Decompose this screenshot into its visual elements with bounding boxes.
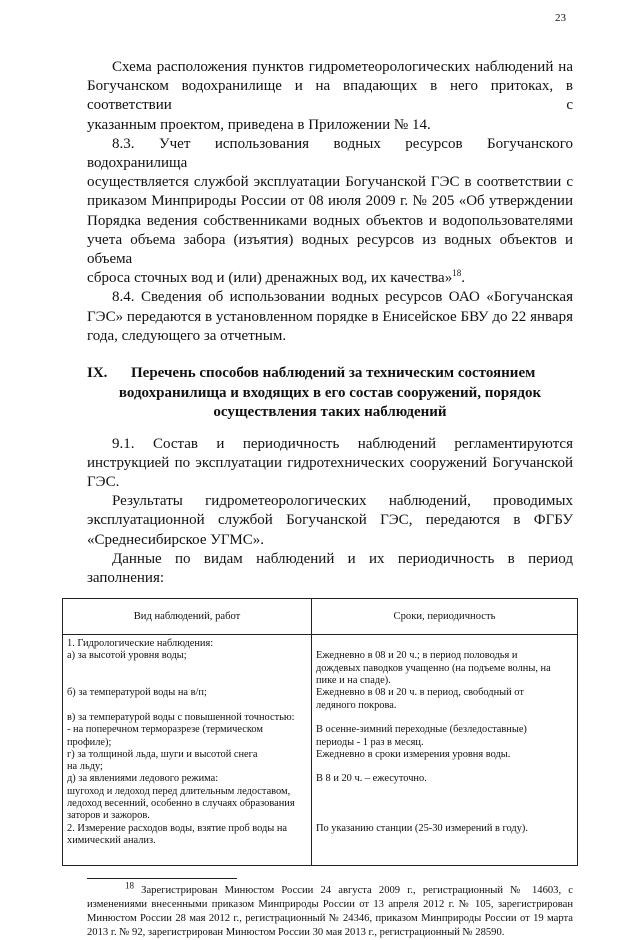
table-line-row	[63, 635, 578, 651]
cell-line-periodicity: Ежедневно в 08 и 20 ч.; в период половодья и	[312, 650, 578, 662]
paragraph-8-3	[87, 135, 573, 289]
cell-line-periodicity: пике и на спаде).	[312, 675, 578, 687]
table-line-row	[63, 798, 578, 810]
heading-line: водохранилища и входящих в его состав сооружений, порядок	[118, 384, 542, 401]
table-line-row	[63, 786, 578, 798]
section-heading	[87, 364, 573, 423]
table-header-row	[63, 599, 578, 635]
cell-line-observation: шугоход и ледоход перед длительным ледоставом,	[63, 786, 312, 798]
cell-line-periodicity	[312, 810, 578, 822]
cell-line-observation: заторов и зажоров.	[63, 810, 312, 822]
page-content	[67, 58, 573, 940]
text-line: ГЭС» передаются в установленном порядке в Енисейское БВУ до 22 января	[87, 308, 573, 325]
text-line: Богучанском водохранилище и на впадающих в него притоках, в соответствии с	[87, 78, 573, 114]
cell-line-observation: в) за температурой воды с повышенной точностью:	[63, 712, 312, 724]
page-number: 23	[555, 12, 566, 24]
text-line: Схема расположения пунктов гидрометеорологических наблюдений на	[112, 59, 573, 75]
text-line: года, следующего за отчетным.	[87, 327, 287, 344]
footnote-marker: 18	[125, 880, 134, 891]
paragraph-results	[87, 492, 573, 550]
text-line: ГЭС.	[87, 473, 120, 490]
cell-line-observation: б) за температурой воды на в/п;	[63, 687, 312, 699]
cell-line-periodicity: Ежедневно в 08 и 20 ч. в период, свободный от	[312, 687, 578, 699]
footnote-divider	[87, 878, 237, 879]
heading-line: Перечень способов наблюдений за техническим состоянием	[131, 365, 536, 382]
paragraph-scheme	[87, 58, 573, 135]
text-line: приказом Минприроды России от 08 июля 2009 г. № 205 «Об утверждении	[87, 193, 573, 210]
text-line: «Среднесибирское УГМС».	[87, 531, 264, 548]
cell-line-observation: д) за явлениями ледового режима:	[63, 773, 312, 785]
text-line: осуществляется службой эксплуатации Богучанской ГЭС в соответствии с	[87, 174, 573, 191]
header-cell: Сроки, периодичность	[312, 599, 578, 635]
table-line-row	[63, 724, 578, 736]
cell-line-observation: ледоход весенний, особенно в случаях образования	[63, 798, 312, 810]
text-line: 8.4. Сведения об использовании водных ресурсов ОАО «Богучанская	[112, 289, 573, 306]
cell-line-observation: г) за толщиной льда, шуги и высотой снега	[63, 749, 312, 761]
cell-line-periodicity	[312, 786, 578, 798]
text-line-end: сброса сточных вод и (или) дренажных вод, их качества»	[87, 270, 453, 287]
cell-line-periodicity	[312, 798, 578, 810]
table-line-row	[63, 737, 578, 749]
cell-line-observation	[63, 675, 312, 687]
cell-line-periodicity	[312, 761, 578, 773]
cell-line-observation	[63, 663, 312, 675]
cell-line-observation: 2. Измерение расходов воды, взятие проб воды на	[63, 823, 312, 835]
cell-line-observation: - на поперечном терморазрезе (термическом	[63, 724, 312, 736]
text-line: 9.1. Состав и периодичность наблюдений регламентируются	[112, 435, 573, 452]
footnote	[87, 880, 573, 940]
paragraph-9-1	[87, 435, 573, 493]
cell-line-periodicity	[312, 635, 578, 651]
header-cell: Вид наблюдений, работ	[63, 599, 312, 635]
table-line-row	[63, 773, 578, 785]
table-line-row	[63, 810, 578, 822]
text-line: Порядка ведения собственниками водных объектов и водопользователями	[87, 212, 573, 229]
table-line-row	[63, 663, 578, 675]
cell-line-periodicity: В 8 и 20 ч. – ежесуточно.	[312, 773, 578, 785]
table-line-row	[63, 712, 578, 724]
text-line: указанным проектом, приведена в Приложении № 14.	[87, 116, 431, 133]
cell-line-periodicity: В осенне-зимний переходные (безледоставные)	[312, 724, 578, 736]
table-line-row	[63, 687, 578, 699]
cell-line-observation: химический анализ.	[63, 835, 312, 866]
paragraph-8-4	[87, 288, 573, 346]
text-line: сброса сточных вод и (или) дренажных вод, их качества»$^{18}$.	[87, 268, 465, 287]
text-line: Результаты гидрометеорологических наблюдений, проводимых	[112, 493, 573, 510]
cell-line-periodicity: По указанию станции (25-30 измерений в году).	[312, 823, 578, 835]
heading-line: осуществления таких наблюдений	[213, 404, 447, 421]
text-line: инструкцией по эксплуатации гидротехнических сооружений Богучанской	[87, 454, 573, 471]
section-number: IX.	[87, 365, 108, 382]
table-line-row	[63, 749, 578, 761]
paragraph-data-intro	[87, 550, 573, 588]
cell-line-observation	[63, 700, 312, 712]
table-line-row	[63, 835, 578, 866]
table-line-row	[63, 675, 578, 687]
text-line: 8.3. Учет использования водных ресурсов Богучанского водохранилища	[87, 135, 573, 172]
cell-line-observation: профиле);	[63, 737, 312, 749]
cell-line-periodicity: ледяного покрова.	[312, 700, 578, 712]
footnote-text: Зарегистрирован Минюстом России 24 августа 2009 г., регистрационный № 14603, с изменениями внесенными приказом Минприроды России от 13 апреля 2012 г. № 105, зарегистрирован Минюстом России 28 мая 2012 г., регистрационный № 24346, приказом Минприроды России от 19 марта 2013 г. № 92, зарегистрирован Минюстом России 30 мая 2013 г., регистрационный № 28590.	[87, 885, 573, 939]
cell-line-periodicity: дождевых паводков учащенно (на подъеме волны, на	[312, 663, 578, 675]
text-line: эксплуатационной службой Богучанской ГЭС, передаются в ФГБУ	[87, 512, 573, 529]
table-line-row	[63, 761, 578, 773]
cell-line-periodicity	[312, 835, 578, 866]
footnote-ref: 18	[452, 268, 462, 279]
text-line: учета объема забора (изъятия) водных ресурсов из водных объектов и объема	[87, 231, 573, 268]
cell-line-observation: 1. Гидрологические наблюдения:	[63, 635, 312, 651]
cell-line-periodicity	[312, 712, 578, 724]
cell-line-observation: а) за высотой уровня воды;	[63, 650, 312, 662]
table-line-row	[63, 650, 578, 662]
cell-line-periodicity: Ежедневно в сроки измерения уровня воды.	[312, 749, 578, 761]
cell-line-observation: на льду;	[63, 761, 312, 773]
observations-table	[62, 598, 578, 866]
text-line: Данные по видам наблюдений и их периодичность в период заполнения:	[87, 550, 573, 586]
table-line-row	[63, 700, 578, 712]
table-line-row	[63, 823, 578, 835]
cell-line-periodicity: периоды - 1 раз в месяц.	[312, 737, 578, 749]
